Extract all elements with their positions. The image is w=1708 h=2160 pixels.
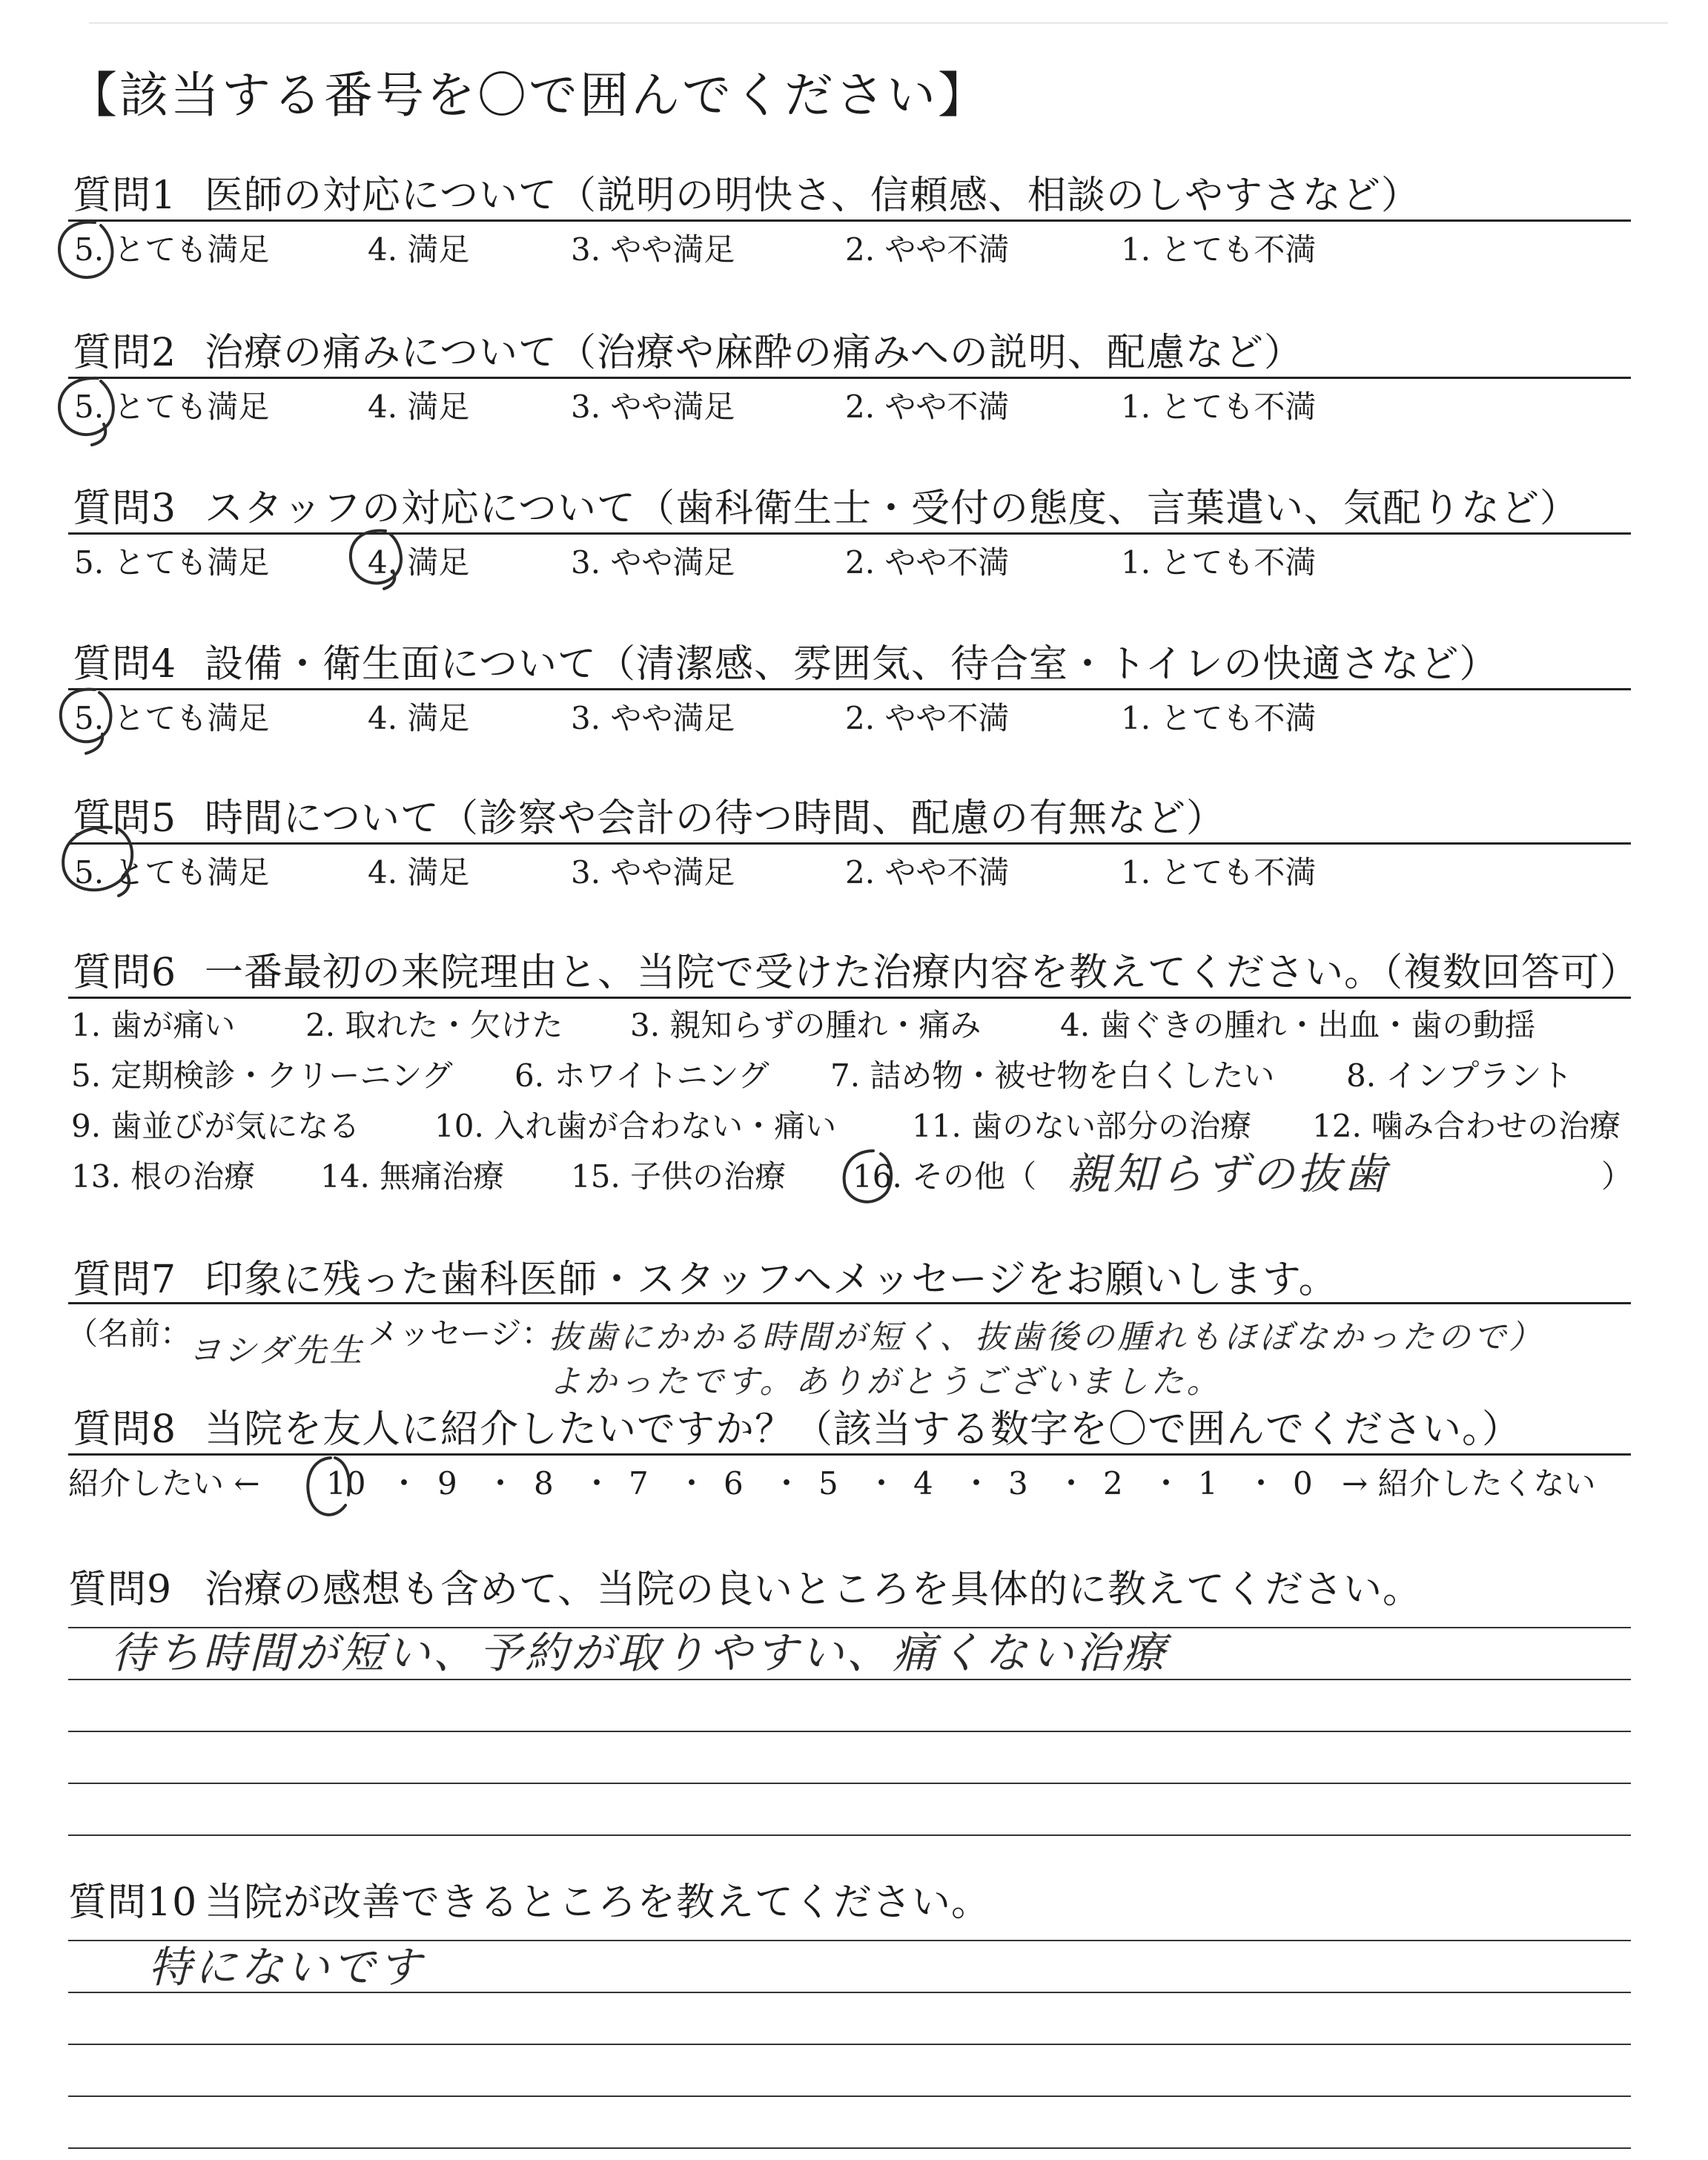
q8-scale-4[interactable]: 4: [913, 1465, 933, 1502]
q6-text: 一番最初の来院理由と、当院で受けた治療内容を教えてください。（複数回答可）: [205, 951, 1640, 995]
q7-name-value: ヨシダ先生: [188, 1332, 365, 1370]
q2-option-4[interactable]: 4. 満足: [368, 389, 470, 425]
q6-option-2[interactable]: 2. 取れた・欠けた: [305, 1007, 563, 1043]
q7-rule: [68, 1302, 1631, 1304]
q7-message-label: メッセージ：: [368, 1315, 553, 1352]
q1-option-2[interactable]: 2. やや不満: [845, 231, 1010, 268]
q1-option-4[interactable]: 4. 満足: [368, 231, 470, 268]
q5-option-4[interactable]: 4. 満足: [368, 854, 470, 891]
q5-option-3[interactable]: 3. やや満足: [571, 854, 735, 891]
q10-answer-line: [68, 2095, 1631, 2097]
q9-text: 治療の感想も含めて、当院の良いところを具体的に教えてください。: [205, 1568, 1422, 1612]
q3-option-5[interactable]: 5. とても満足: [74, 544, 270, 581]
q6-option-5[interactable]: 5. 定期検診・クリーニング: [71, 1057, 453, 1094]
q9-answer-line: [68, 1731, 1631, 1732]
q8-separator: ・: [1245, 1465, 1277, 1502]
q8-separator: ・: [771, 1465, 803, 1502]
q8-rule: [68, 1453, 1631, 1456]
q4-option-1[interactable]: 1. とても不満: [1121, 700, 1317, 736]
q4-text: 設備・衛生面について（清潔感、雰囲気、待合室・トイレの快適さなど）: [205, 642, 1499, 687]
q6-option-13[interactable]: 13. 根の治療: [71, 1158, 256, 1195]
q3-option-1[interactable]: 1. とても不満: [1121, 544, 1317, 581]
q2-option-1[interactable]: 1. とても不満: [1121, 389, 1317, 425]
q8-separator: ・: [866, 1465, 898, 1502]
q10-answer-line: [68, 2044, 1631, 2045]
q10-label: 質問10: [68, 1880, 198, 1925]
q6-other-answer: 親知らずの抜歯: [1068, 1149, 1390, 1199]
q10-text: 当院が改善できるところを教えてください。: [205, 1880, 991, 1925]
q6-option-10[interactable]: 10. 入れ歯が合わない・痛い: [434, 1108, 837, 1144]
q8-scale-7[interactable]: 7: [629, 1465, 649, 1502]
q8-scale-6[interactable]: 6: [724, 1465, 744, 1502]
q4-rule: [68, 688, 1631, 690]
q6-option-16[interactable]: 16. その他（: [853, 1158, 1037, 1195]
q6-option-1[interactable]: 1. 歯が痛い: [71, 1007, 236, 1043]
q1-option-3[interactable]: 3. やや満足: [571, 231, 735, 268]
q1-rule: [68, 219, 1631, 222]
q7-message-line2: よかったです。ありがとうございました。: [549, 1363, 1222, 1401]
q2-option-5[interactable]: 5. とても満足: [74, 389, 270, 425]
q8-separator: ・: [485, 1465, 517, 1502]
q8-scale-8[interactable]: 8: [534, 1465, 554, 1502]
q4-option-5[interactable]: 5. とても満足: [74, 700, 270, 736]
q3-option-2[interactable]: 2. やや不満: [845, 544, 1010, 581]
q8-separator: ・: [1151, 1465, 1182, 1502]
q8-scale-1[interactable]: 1: [1198, 1465, 1218, 1502]
q6-option-7[interactable]: 7. 詰め物・被せ物を白くしたい: [830, 1057, 1275, 1094]
page-title: 【該当する番号を〇で囲んでください】: [68, 67, 989, 124]
q6-rule: [68, 997, 1631, 999]
q1-label: 質問1: [73, 174, 177, 218]
q8-scale-5[interactable]: 5: [818, 1465, 838, 1502]
q4-label: 質問4: [73, 642, 177, 687]
q9-answer-line: [68, 1679, 1631, 1680]
q5-label: 質問5: [73, 796, 177, 841]
q8-scale-3[interactable]: 3: [1008, 1465, 1028, 1502]
q10-answer: 特にないです: [148, 1942, 425, 1992]
q9-label: 質問9: [68, 1568, 173, 1612]
q3-option-4[interactable]: 4. 満足: [368, 544, 470, 581]
q2-rule: [68, 377, 1631, 379]
q6-option-15[interactable]: 15. 子供の治療: [571, 1158, 787, 1195]
q9-answer-line: [68, 1834, 1631, 1836]
q8-label: 質問8: [73, 1407, 177, 1452]
q6-option-6[interactable]: 6. ホワイトニング: [514, 1057, 769, 1094]
q6-option-9[interactable]: 9. 歯並びが気になる: [71, 1108, 360, 1144]
q3-label: 質問3: [73, 486, 177, 531]
q2-option-2[interactable]: 2. やや不満: [845, 389, 1010, 425]
q7-label: 質問7: [73, 1258, 177, 1302]
q7-text: 印象に残った歯科医師・スタッフへメッセージをお願いします。: [205, 1258, 1338, 1302]
q2-option-3[interactable]: 3. やや満足: [571, 389, 735, 425]
q6-option-12[interactable]: 12. 噛み合わせの治療: [1312, 1108, 1621, 1144]
scan-edge-line: [89, 22, 1668, 24]
q6-label: 質問6: [73, 951, 177, 995]
q2-label: 質問2: [73, 331, 177, 375]
q6-option-4[interactable]: 4. 歯ぐきの腫れ・出血・歯の動揺: [1060, 1007, 1536, 1043]
q6-option-8[interactable]: 8. インプラント: [1346, 1057, 1573, 1094]
q8-scale-0[interactable]: 0: [1293, 1465, 1313, 1502]
q8-separator: ・: [1056, 1465, 1088, 1502]
q5-option-5[interactable]: 5. とても満足: [74, 854, 270, 891]
q5-option-2[interactable]: 2. やや不満: [845, 854, 1010, 891]
q8-separator: ・: [676, 1465, 708, 1502]
q8-right-label: → 紹介したくない: [1342, 1465, 1596, 1502]
q1-text: 医師の対応について（説明の明快さ、信頼感、相談のしやすさなど）: [205, 174, 1420, 218]
q6-other-close: ）: [1601, 1158, 1633, 1195]
q3-text: スタッフの対応について（歯科衛生士・受付の態度、言葉遣い、気配りなど）: [205, 486, 1579, 531]
q8-left-label: 紹介したい ←: [68, 1465, 260, 1502]
q8-text: 当院を友人に紹介したいですか？（該当する数字を〇で囲んでください。）: [205, 1407, 1522, 1452]
q9-answer: 待ち時間が短い、予約が取りやすい、痛くない治療: [111, 1628, 1169, 1678]
q4-option-2[interactable]: 2. やや不満: [845, 700, 1010, 736]
q8-scale-9[interactable]: 9: [437, 1465, 457, 1502]
q10-answer-line: [68, 2147, 1631, 2149]
q4-option-4[interactable]: 4. 満足: [368, 700, 470, 736]
q2-text: 治療の痛みについて（治療や麻酔の痛みへの説明、配慮など）: [205, 331, 1303, 375]
q6-option-11[interactable]: 11. 歯のない部分の治療: [912, 1108, 1252, 1144]
q9-answer-line: [68, 1783, 1631, 1784]
q1-option-5[interactable]: 5. とても満足: [74, 231, 270, 268]
q5-option-1[interactable]: 1. とても不満: [1121, 854, 1317, 891]
q3-option-3[interactable]: 3. やや満足: [571, 544, 735, 581]
q4-option-3[interactable]: 3. やや満足: [571, 700, 735, 736]
q8-separator: ・: [961, 1465, 993, 1502]
q3-rule: [68, 532, 1631, 535]
q7-name-label: （名前：: [67, 1315, 192, 1352]
q6-option-3[interactable]: 3. 親知らずの腫れ・痛み: [630, 1007, 982, 1043]
q8-scale-10[interactable]: 10: [326, 1465, 366, 1502]
q8-separator: ・: [388, 1465, 420, 1502]
q6-option-14[interactable]: 14. 無痛治療: [320, 1158, 505, 1195]
q8-separator: ・: [581, 1465, 613, 1502]
q8-scale-2[interactable]: 2: [1103, 1465, 1123, 1502]
q5-rule: [68, 842, 1631, 845]
q10-answer-line: [68, 1940, 1631, 1941]
q5-text: 時間について（診察や会計の待つ時間、配慮の有無など）: [205, 796, 1225, 841]
q7-message-line1: 抜歯にかかる時間が短く、抜歯後の腫れもほぼなかったので）: [549, 1318, 1545, 1356]
q1-option-1[interactable]: 1. とても不満: [1121, 231, 1317, 268]
